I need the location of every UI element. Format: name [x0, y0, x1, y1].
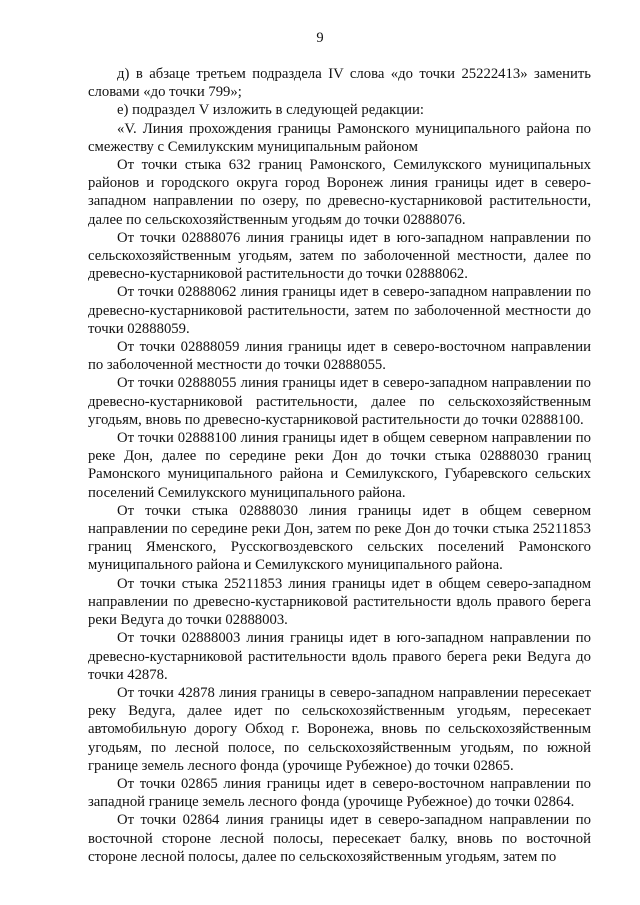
paragraph: От точки 02888055 линия границы идет в северо-западном направлении по древесно-кустарниковой растительности, далее по сельскохозяйственным угодьям, вновь по древесно-кустарниковой растительности до точки 02888100.	[88, 375, 591, 428]
paragraph-amendment-d: д) в абзаце третьем подраздела IV слова «до точки 25222413» заменить словами «до точки 799»;	[88, 66, 591, 101]
paragraph: От точки 42878 линия границы в северо-западном направлении пересекает реку Ведуга, далее идет по сельскохозяйственным угодьям, пересекает автомобильную дорогу Обход г. Воронежа, вновь по сельскохозяйственным угодьям, по лесной полосе, по сельскохозяйственным угодьям, по южной границе земель лесного фонда (урочище Рубежное) до точки 02865.	[88, 684, 591, 774]
paragraph: От точки 02888059 линия границы идет в северо-восточном направлении по заболоченной местности до точки 02888055.	[88, 339, 591, 374]
paragraph: От точки 02888062 линия границы идет в северо-западном направлении по древесно-кустарниковой растительности, затем по заболоченной местности до точки 02888059.	[88, 284, 591, 337]
paragraph: От точки 02865 линия границы идет в северо-восточном направлении по западной границе земель лесного фонда (урочище Рубежное) до точки 02864.	[88, 775, 591, 811]
page-number: 9	[316, 30, 324, 46]
paragraph-amendment-e: е) подраздел V изложить в следующей редакции:	[117, 102, 424, 119]
paragraph-continued: От точки 02864 линия границы идет в северо-западном направлении по восточной стороне лесной полосы, пересекает балку, вновь по восточной стороне лесной полосы, далее по сельскохозяйственным угодьям, затем по	[88, 812, 591, 865]
paragraph: От точки 02888003 линия границы идет в юго-западном направлении по древесно-кустарниковой растительности вдоль правого берега реки Ведуга до точки 42878.	[88, 630, 591, 683]
paragraph: От точки стыка 02888030 линия границы идет в общем северном направлении по середине реки Дон, затем по реке Дон до точки стыка 25211853 границ Яменского, Русскогвоздевского сельских поселений Рамонского муниципального района и Семилукского муниципального района.	[88, 502, 591, 574]
paragraph: От точки стыка 632 границ Рамонского, Семилукского муниципальных районов и городского округа город Воронеж линия границы идет в северо-западном направлении по озеру, по древесно-кустарниковой растительности, далее по сельскохозяйственным угодьям до точки 02888076.	[88, 157, 591, 228]
section-heading: «V. Линия прохождения границы Рамонского муниципального района по смежеству с Семилукским муниципальным районом	[88, 120, 591, 155]
document-body	[88, 65, 591, 866]
paragraph: От точки стыка 25211853 линия границы идет в общем северо-западном направлении по древесно-кустарниковой растительности вдоль правого берега реки Ведуга до точки 02888003.	[88, 575, 591, 629]
paragraph: От точки 02888076 линия границы идет в юго-западном направлении по сельскохозяйственным угодьям, затем по заболоченной местности, далее по древесно-кустарниковой растительности до точки 02888062.	[88, 229, 591, 283]
paragraph: От точки 02888100 линия границы идет в общем северном направлении по реке Дон, далее по середине реки Дон до точки стыка 02888030 границ Рамонского муниципального района и Семилукского, Губаревского сельских поселений Семилукского муниципального района.	[88, 430, 591, 501]
